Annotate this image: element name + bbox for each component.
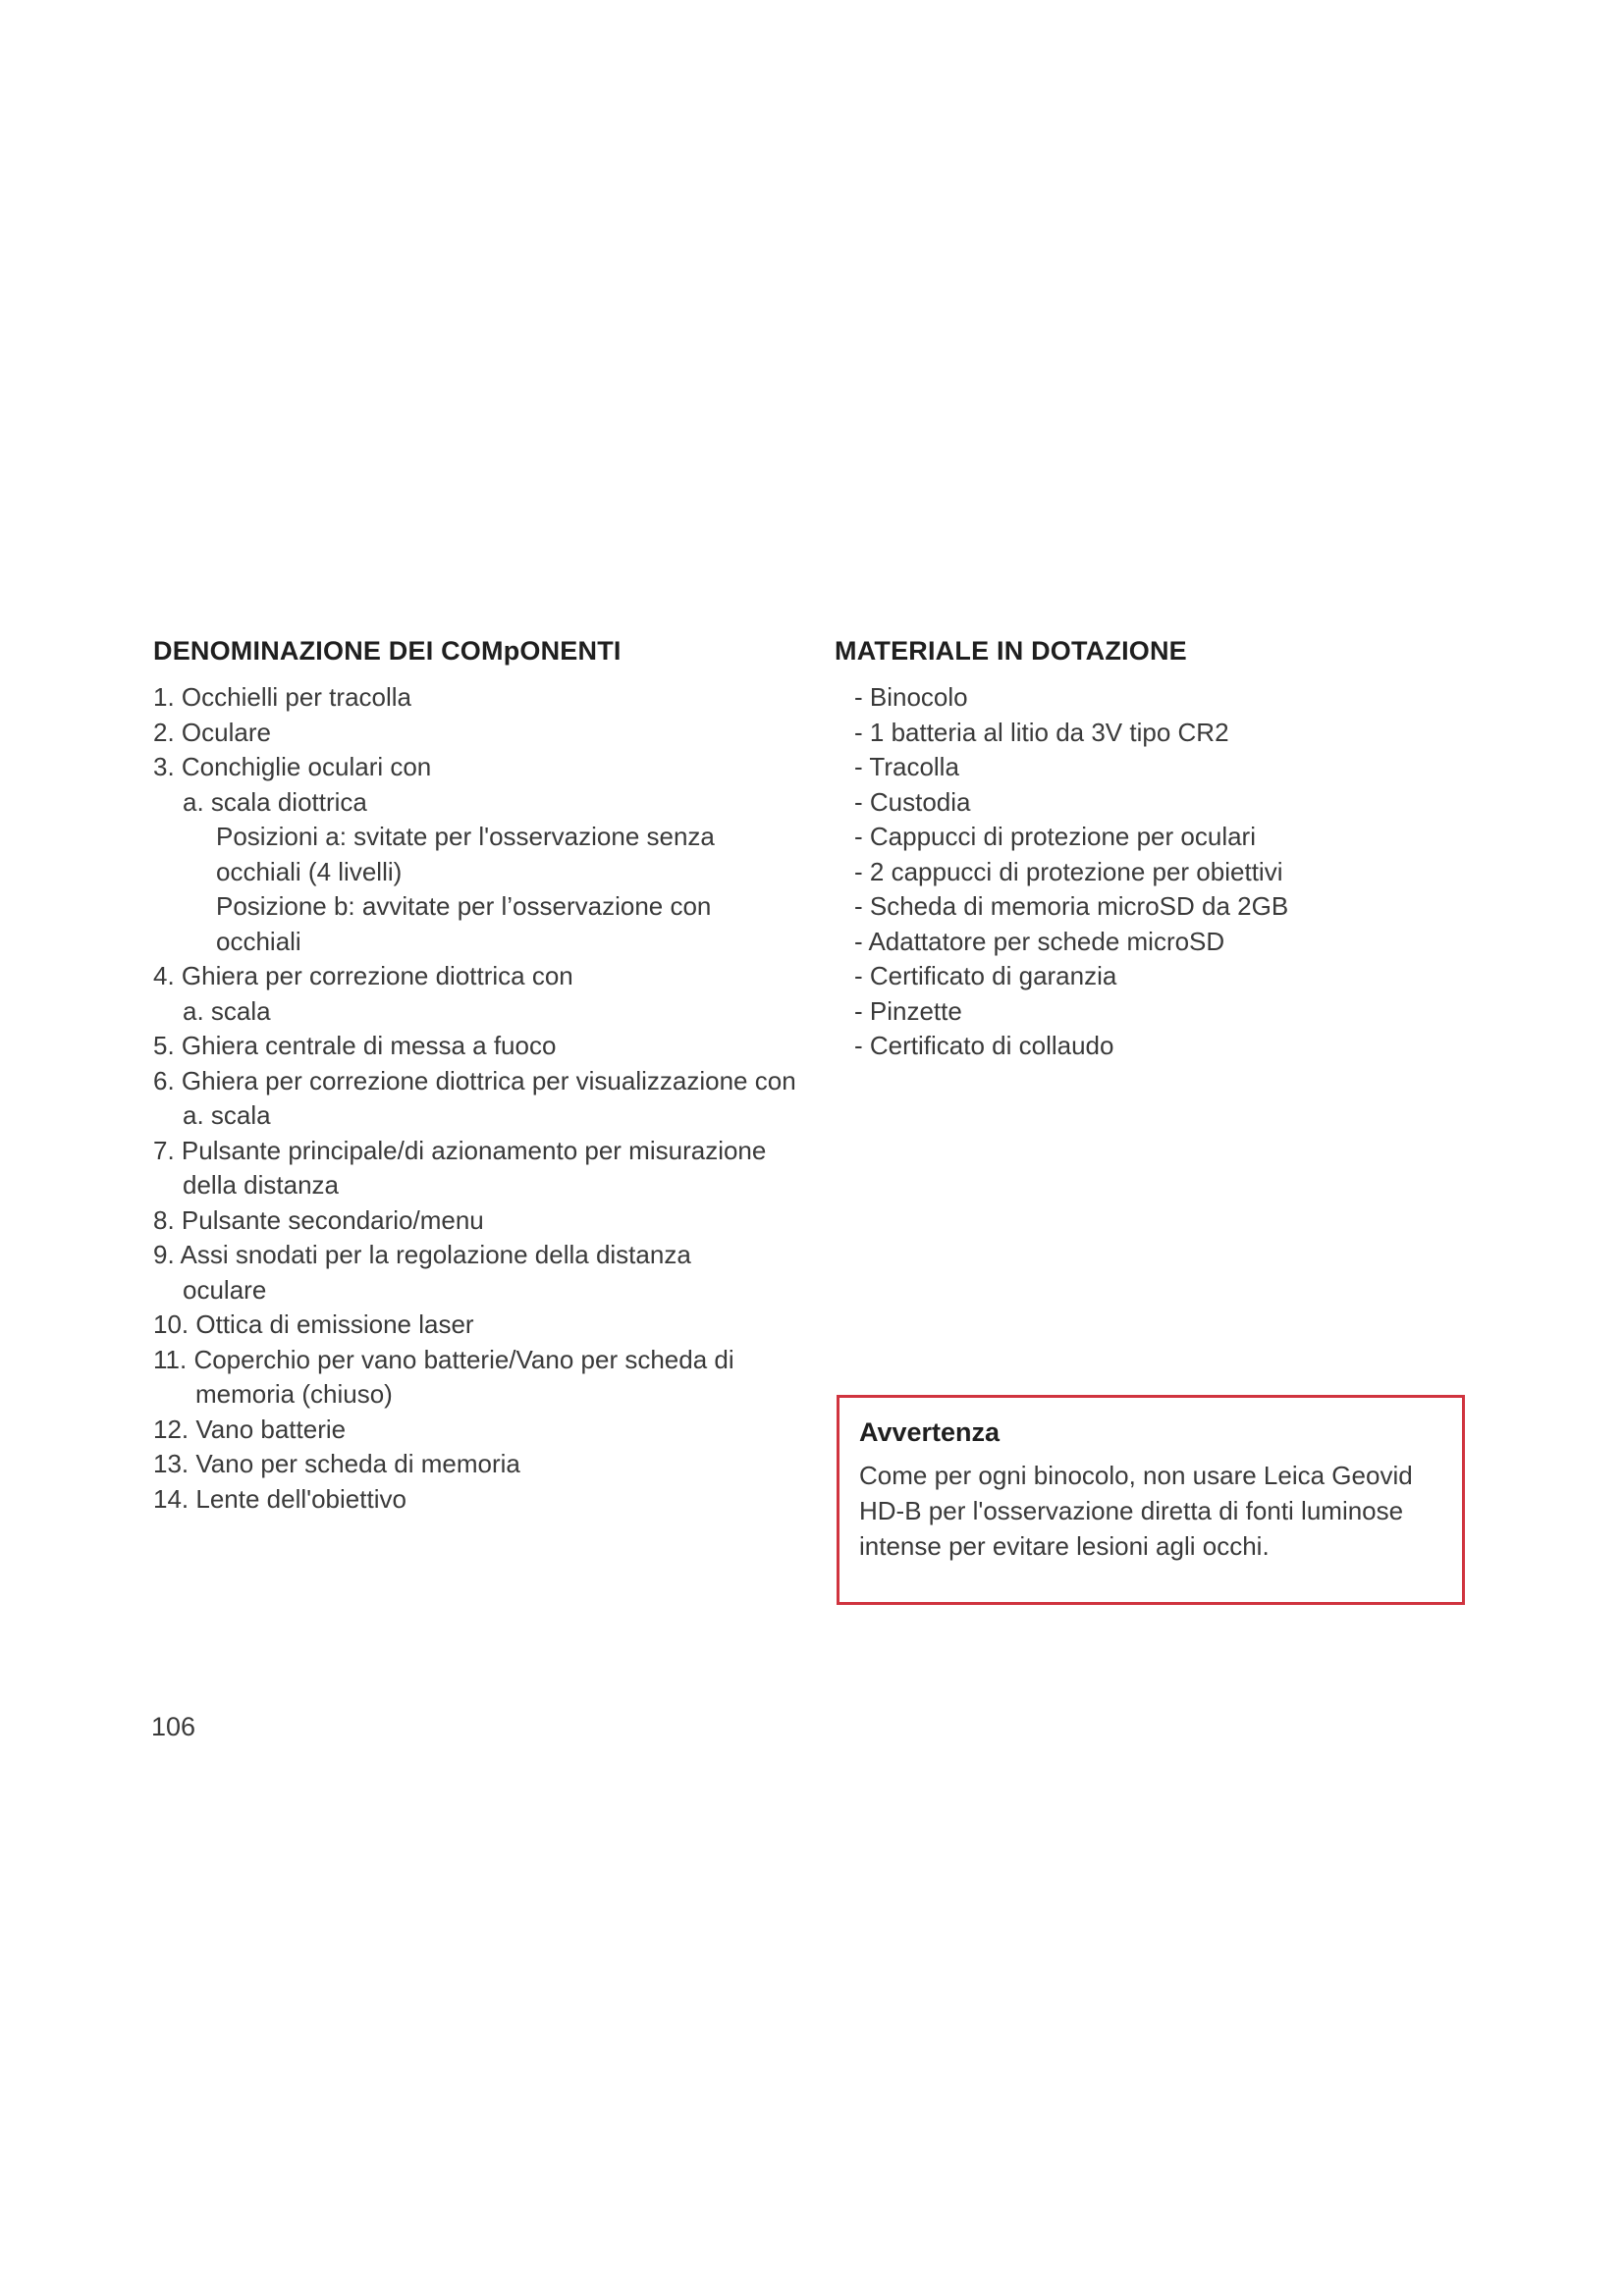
warning-text-line: intense per evitare lesioni agli occhi. [859,1531,1270,1561]
supplied-item: - Cappucci di protezione per oculari [854,822,1256,851]
supplied-item: - Binocolo [854,682,968,712]
components-heading: DENOMINAZIONE DEI COMpONENTI [153,636,622,666]
supplied-item: - 2 cappucci di protezione per obiettivi [854,856,1283,886]
supplied-list [835,680,1483,1064]
supplied-item: - Certificato di garanzia [854,961,1117,990]
warning-text-line: Come per ogni binocolo, non usare Leica Geovid [859,1461,1413,1490]
component-item-3a-position-b-cont: occhiali [216,926,301,956]
page-number: 106 [151,1712,196,1741]
component-item-9-cont: oculare [183,1274,267,1305]
supplied-item: - Tracolla [854,752,959,781]
supplied-item: - Adattatore per schede microSD [854,926,1225,956]
supplied-heading: MATERIALE IN DOTAZIONE [835,636,1187,666]
supplied-section [835,636,1483,1064]
component-item-1: 1. Occhielli per tracolla [153,682,411,712]
component-item-6: 6. Ghiera per correzione diottrica per visualizzazione con [153,1065,796,1095]
component-item-12: 12. Vano batterie [153,1414,347,1444]
component-item-6a: a. scala [183,1100,271,1130]
supplied-item: - Scheda di memoria microSD da 2GB [854,891,1289,921]
component-item-3a-position-a: Posizioni a: svitate per l'osservazione senza [216,822,715,851]
component-item-5: 5. Ghiera centrale di messa a fuoco [153,1031,557,1060]
warning-box [837,1395,1465,1605]
supplied-item: - Certificato di collaudo [854,1031,1114,1060]
component-item-13: 13. Vano per scheda di memoria [153,1449,520,1478]
warning-text-line: HD-B per l'osservazione diretta di fonti luminose [859,1496,1404,1525]
component-item-11-cont: memoria (chiuso) [195,1379,393,1409]
component-item-3a-position-a-cont: occhiali (4 livelli) [216,856,403,886]
component-item-11: 11. Coperchio per vano batterie/Vano per scheda di [153,1344,734,1374]
supplied-item: - Pinzette [854,995,962,1026]
component-item-7: 7. Pulsante principale/di azionamento per misurazione [153,1135,767,1165]
component-item-9: 9. Assi snodati per la regolazione della distanza [153,1240,691,1269]
component-item-3a-position-b: Posizione b: avvitate per l’osservazione con [216,891,712,921]
warning-title: Avvertenza [859,1417,1001,1447]
component-item-14: 14. Lente dell'obiettivo [153,1483,406,1514]
component-item-8: 8. Pulsante secondario/menu [153,1204,484,1235]
component-item-4a: a. scala [183,995,271,1026]
component-item-3: 3. Conchiglie oculari con [153,752,432,781]
component-item-7-cont: della distanza [183,1170,339,1200]
component-item-2: 2. Oculare [153,717,271,747]
supplied-item: - 1 batteria al litio da 3V tipo CR2 [854,717,1229,747]
component-item-4: 4. Ghiera per correzione diottrica con [153,961,573,990]
components-list [153,680,801,1517]
component-item-10: 10. Ottica di emissione laser [153,1309,474,1339]
supplied-item: - Custodia [854,786,971,817]
component-item-3a: a. scala diottrica [183,786,367,817]
components-section [153,636,801,1517]
